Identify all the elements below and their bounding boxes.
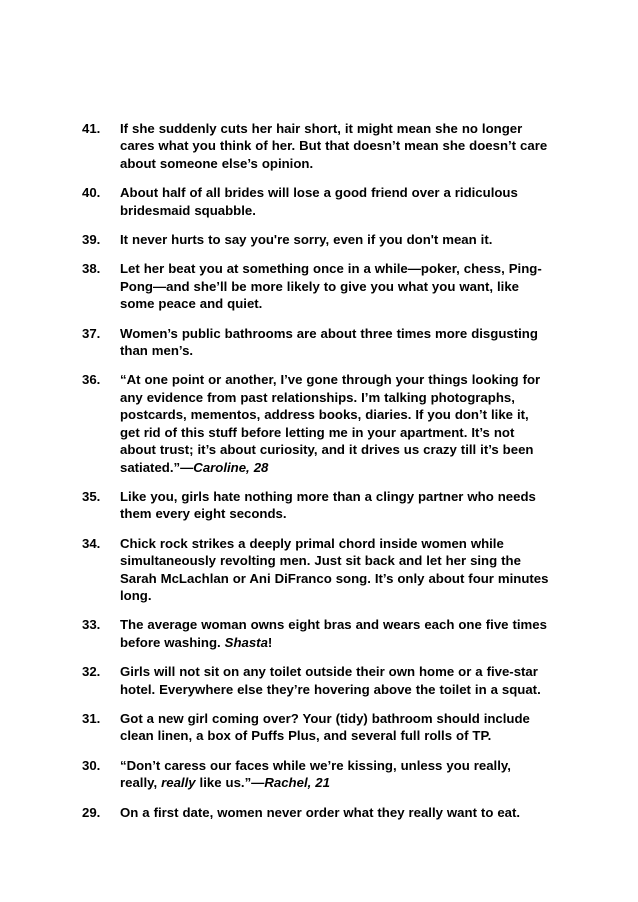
text-run: Let her beat you at something once in a while—poker, chess, Ping-Pong—and she’ll be more likely to give you what you want, like some peace and quiet. [120,261,542,312]
item-text [120,184,552,219]
item-number: 35. [82,488,101,504]
item-number: 41. [82,121,101,136]
numbered-list [82,120,552,833]
item-text [120,710,552,745]
item-text [120,757,552,792]
item-text [120,616,552,651]
item-number: 30. [82,757,101,773]
item-number: 39. [82,232,101,248]
item-number: 36. [82,372,101,388]
list-item [82,488,552,523]
text-run: “Don’t caress our faces while we’re kissing, unless you really, really, [120,757,511,791]
text-run: ! [267,634,273,650]
list-item [82,616,552,651]
text-run: Like you, girls hate nothing more than a clingy partner who needs them every eight seconds. [120,488,536,522]
item-number: 33. [82,617,101,633]
text-run: On a first date, women never order what they really want to eat. [120,804,521,820]
item-text [120,804,552,821]
italic-text: Rachel, 21 [264,775,330,791]
list-item [82,371,552,475]
item-number: 34. [82,535,101,551]
item-text [120,535,552,605]
list-item [82,260,552,312]
list-item [82,231,552,248]
item-number: 31. [82,710,101,726]
item-text [120,371,552,475]
text-run: About half of all brides will lose a good friend over a ridiculous bridesmaid squabble. [120,185,518,218]
item-number: 29. [82,804,101,820]
item-text [120,488,552,523]
list-item [82,804,552,821]
item-number: 37. [82,325,101,341]
list-item [82,325,552,360]
text-run: “At one point or another, I’ve gone through your things looking for any evidence from past relationships. I’m talking photographs, postcards, mementos, address books, diaries. If you don’t like it, get rid of this stuff before letting me in your apartment. It’s not about trust; it’s about curiosity, and it drives us crazy till it’s been satiated.”— [120,372,541,475]
list-item [82,184,552,219]
list-item [82,535,552,605]
item-number: 32. [82,664,101,680]
italic-text: Shasta [224,634,268,650]
text-run: It never hurts to say you're sorry, even if you don't mean it. [120,232,493,248]
text-run: If she suddenly cuts her hair short, it might mean she no longer cares what you think of her. But that doesn’t mean she doesn’t care about someone else’s opinion. [120,121,548,171]
item-text [120,260,552,312]
text-run: like us.”— [195,775,265,791]
text-run: Got a new girl coming over? Your (tidy) bathroom should include clean linen, a box of Puffs Plus, and several full rolls of TP. [120,710,530,744]
text-run: Chick rock strikes a deeply primal chord inside women while simultaneously revolting men. Just sit back and let her sing the Sarah McLachlan or Ani DiFranco song. It’s only about four minutes long. [120,535,549,603]
text-run: The average woman owns eight bras and wears each one five times before washing. [120,617,547,650]
list-item [82,710,552,745]
item-number: 40. [82,185,101,201]
italic-text: Caroline, 28 [193,459,269,475]
item-number: 38. [82,261,101,277]
text-run: Women’s public bathrooms are about three times more disgusting than men’s. [120,325,538,359]
italic-text: really [161,775,196,791]
item-text [120,663,552,698]
item-text [120,231,552,248]
item-text [120,120,552,172]
list-item [82,663,552,698]
text-run: Girls will not sit on any toilet outside their own home or a five-star hotel. Everywhere else they’re hovering above the toilet in a squat. [120,664,541,697]
list-item [82,757,552,792]
item-text [120,325,552,360]
list-item [82,120,552,172]
